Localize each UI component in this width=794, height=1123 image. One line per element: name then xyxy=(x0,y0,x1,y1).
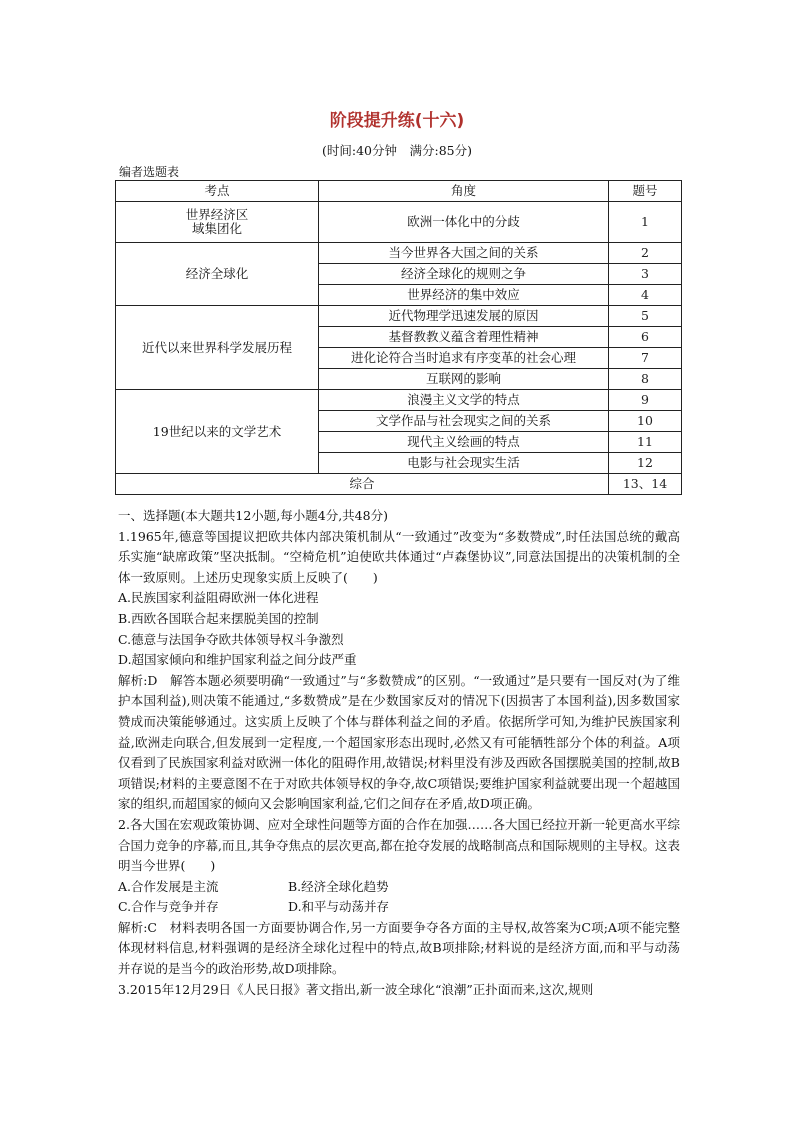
topic-cell: 经济全球化 xyxy=(116,243,319,306)
number-cell: 3 xyxy=(609,264,682,285)
question-1-analysis: 解析:D 解答本题必须要明确“一致通过”与“多数赞成”的区别。“一致通过”是只要有一国反对(为了维护本国利益),则决策不能通过,“多数赞成”是在少数国家反对的情况下(因损害了本国利益),因多数国家赞成而决策能够通过。这实质上反映了个体与群体利益之间的矛盾。依据所学可知,为维护民族国家利益,欧洲走向联合,但发展到一定程度,一个超国家形态出现时,必然又有可能牺牲部分个体的利益。A项仅看到了民族国家利益对欧洲一体化的阻碍作用,故错误;材料里没有涉及西欧各国摆脱美国的控制,故B项错误;材料的主要意图不在于对欧共体领导权的争夺,故C项错误;要维护国家利益就要出现一个超越国家的组织,而超国家的倾向又会影响国家利益,它们之间存在矛盾,故D项正确。 xyxy=(118,672,680,812)
angle-cell: 基督教教义蕴含着理性精神 xyxy=(319,327,609,348)
selection-table xyxy=(115,180,682,495)
question-content xyxy=(118,506,680,1000)
topic-cell: 19世纪以来的文学艺术 xyxy=(116,390,319,474)
topic-cell: 世界经济区 域集团化 xyxy=(116,202,319,243)
number-cell: 1 xyxy=(609,202,682,243)
page-title: 阶段提升练(十六) xyxy=(329,111,465,131)
angle-cell: 现代主义绘画的特点 xyxy=(319,432,609,453)
question-2-option-b: B.经济全球化趋势 xyxy=(288,878,389,894)
table-header-row xyxy=(116,181,682,202)
angle-cell: 进化论符合当时追求有序变革的社会心理 xyxy=(319,348,609,369)
summary-label: 综合 xyxy=(116,474,609,495)
question-1-option-a: A.民族国家利益阻碍欧洲一体化进程 xyxy=(118,590,319,606)
table-row xyxy=(116,306,682,327)
header-angle: 角度 xyxy=(319,181,609,202)
angle-cell: 经济全球化的规则之争 xyxy=(319,264,609,285)
question-1-option-c: C.德意与法国争夺欧共体领导权斗争激烈 xyxy=(118,631,344,647)
number-cell: 5 xyxy=(609,306,682,327)
table-row xyxy=(116,202,682,243)
number-cell: 7 xyxy=(609,348,682,369)
number-cell: 2 xyxy=(609,243,682,264)
angle-cell: 互联网的影响 xyxy=(319,369,609,390)
number-cell: 9 xyxy=(609,390,682,411)
question-1-option-b: B.西欧各国联合起来摆脱美国的控制 xyxy=(118,610,319,626)
summary-number: 13、14 xyxy=(609,474,682,495)
number-cell: 11 xyxy=(609,432,682,453)
number-cell: 6 xyxy=(609,327,682,348)
question-2-analysis: 解析:C 材料表明各国一方面要协调合作,另一方面要争夺各方面的主导权,故答案为C项;A项不能完整体现材料信息,材料强调的是经济全球化过程中的特点,故B项排除;材料说的是经济方面,而和平与动荡并存说的是当今的政治形势,故D项排除。 xyxy=(118,919,680,977)
angle-cell: 电影与社会现实生活 xyxy=(319,453,609,474)
table-caption: 编者选题表 xyxy=(119,165,180,179)
question-2-stem: 2.各大国在宏观政策协调、应对全球性问题等方面的合作在加强……各大国已经拉开新一轮更高水平综合国力竞争的序幕,而且,其争夺焦点的层次更高,都在抢夺发展的战略制高点和国际规则的主导权。这表明当今世界( ) xyxy=(118,816,680,874)
number-cell: 12 xyxy=(609,453,682,474)
question-2-options-row-1 xyxy=(118,877,680,898)
angle-cell: 当今世界各大国之间的关系 xyxy=(319,243,609,264)
question-2-option-d: D.和平与动荡并存 xyxy=(288,899,390,915)
angle-cell: 世界经济的集中效应 xyxy=(319,285,609,306)
table-row xyxy=(116,390,682,411)
angle-cell: 近代物理学迅速发展的原因 xyxy=(319,306,609,327)
exam-info: (时间:40分钟 满分:85分) xyxy=(322,143,472,158)
table-row xyxy=(116,243,682,264)
question-2-options-row-2 xyxy=(118,897,680,918)
question-2-option-a: A.合作发展是主流 xyxy=(118,878,219,894)
header-topic: 考点 xyxy=(116,181,319,202)
question-1-option-d: D.超国家倾向和维护国家利益之间分歧严重 xyxy=(118,652,357,668)
question-3-stem: 3.2015年12月29日《人民日报》著文指出,新一波全球化“浪潮”正扑面而来,这次,规则 xyxy=(118,981,594,997)
table-summary-row xyxy=(116,474,682,495)
angle-cell: 欧洲一体化中的分歧 xyxy=(319,202,609,243)
number-cell: 4 xyxy=(609,285,682,306)
angle-cell: 文学作品与社会现实之间的关系 xyxy=(319,411,609,432)
header-number: 题号 xyxy=(609,181,682,202)
section-heading: 一、选择题(本大题共12小题,每小题4分,共48分) xyxy=(118,508,388,523)
number-cell: 10 xyxy=(609,411,682,432)
number-cell: 8 xyxy=(609,369,682,390)
angle-cell: 浪漫主义文学的特点 xyxy=(319,390,609,411)
question-1-stem: 1.1965年,德意等国提议把欧共体内部决策机制从“一致通过”改变为“多数赞成”,时任法国总统的戴高乐实施“缺席政策”坚决抵制。“空椅危机”迫使欧共体通过“卢森堡协议”,同意法国提出的决策机制的全体一致原则。上述历史现象实质上反映了( ) xyxy=(118,528,680,585)
topic-cell: 近代以来世界科学发展历程 xyxy=(116,306,319,390)
question-2-option-c: C.合作与竞争并存 xyxy=(118,899,219,915)
